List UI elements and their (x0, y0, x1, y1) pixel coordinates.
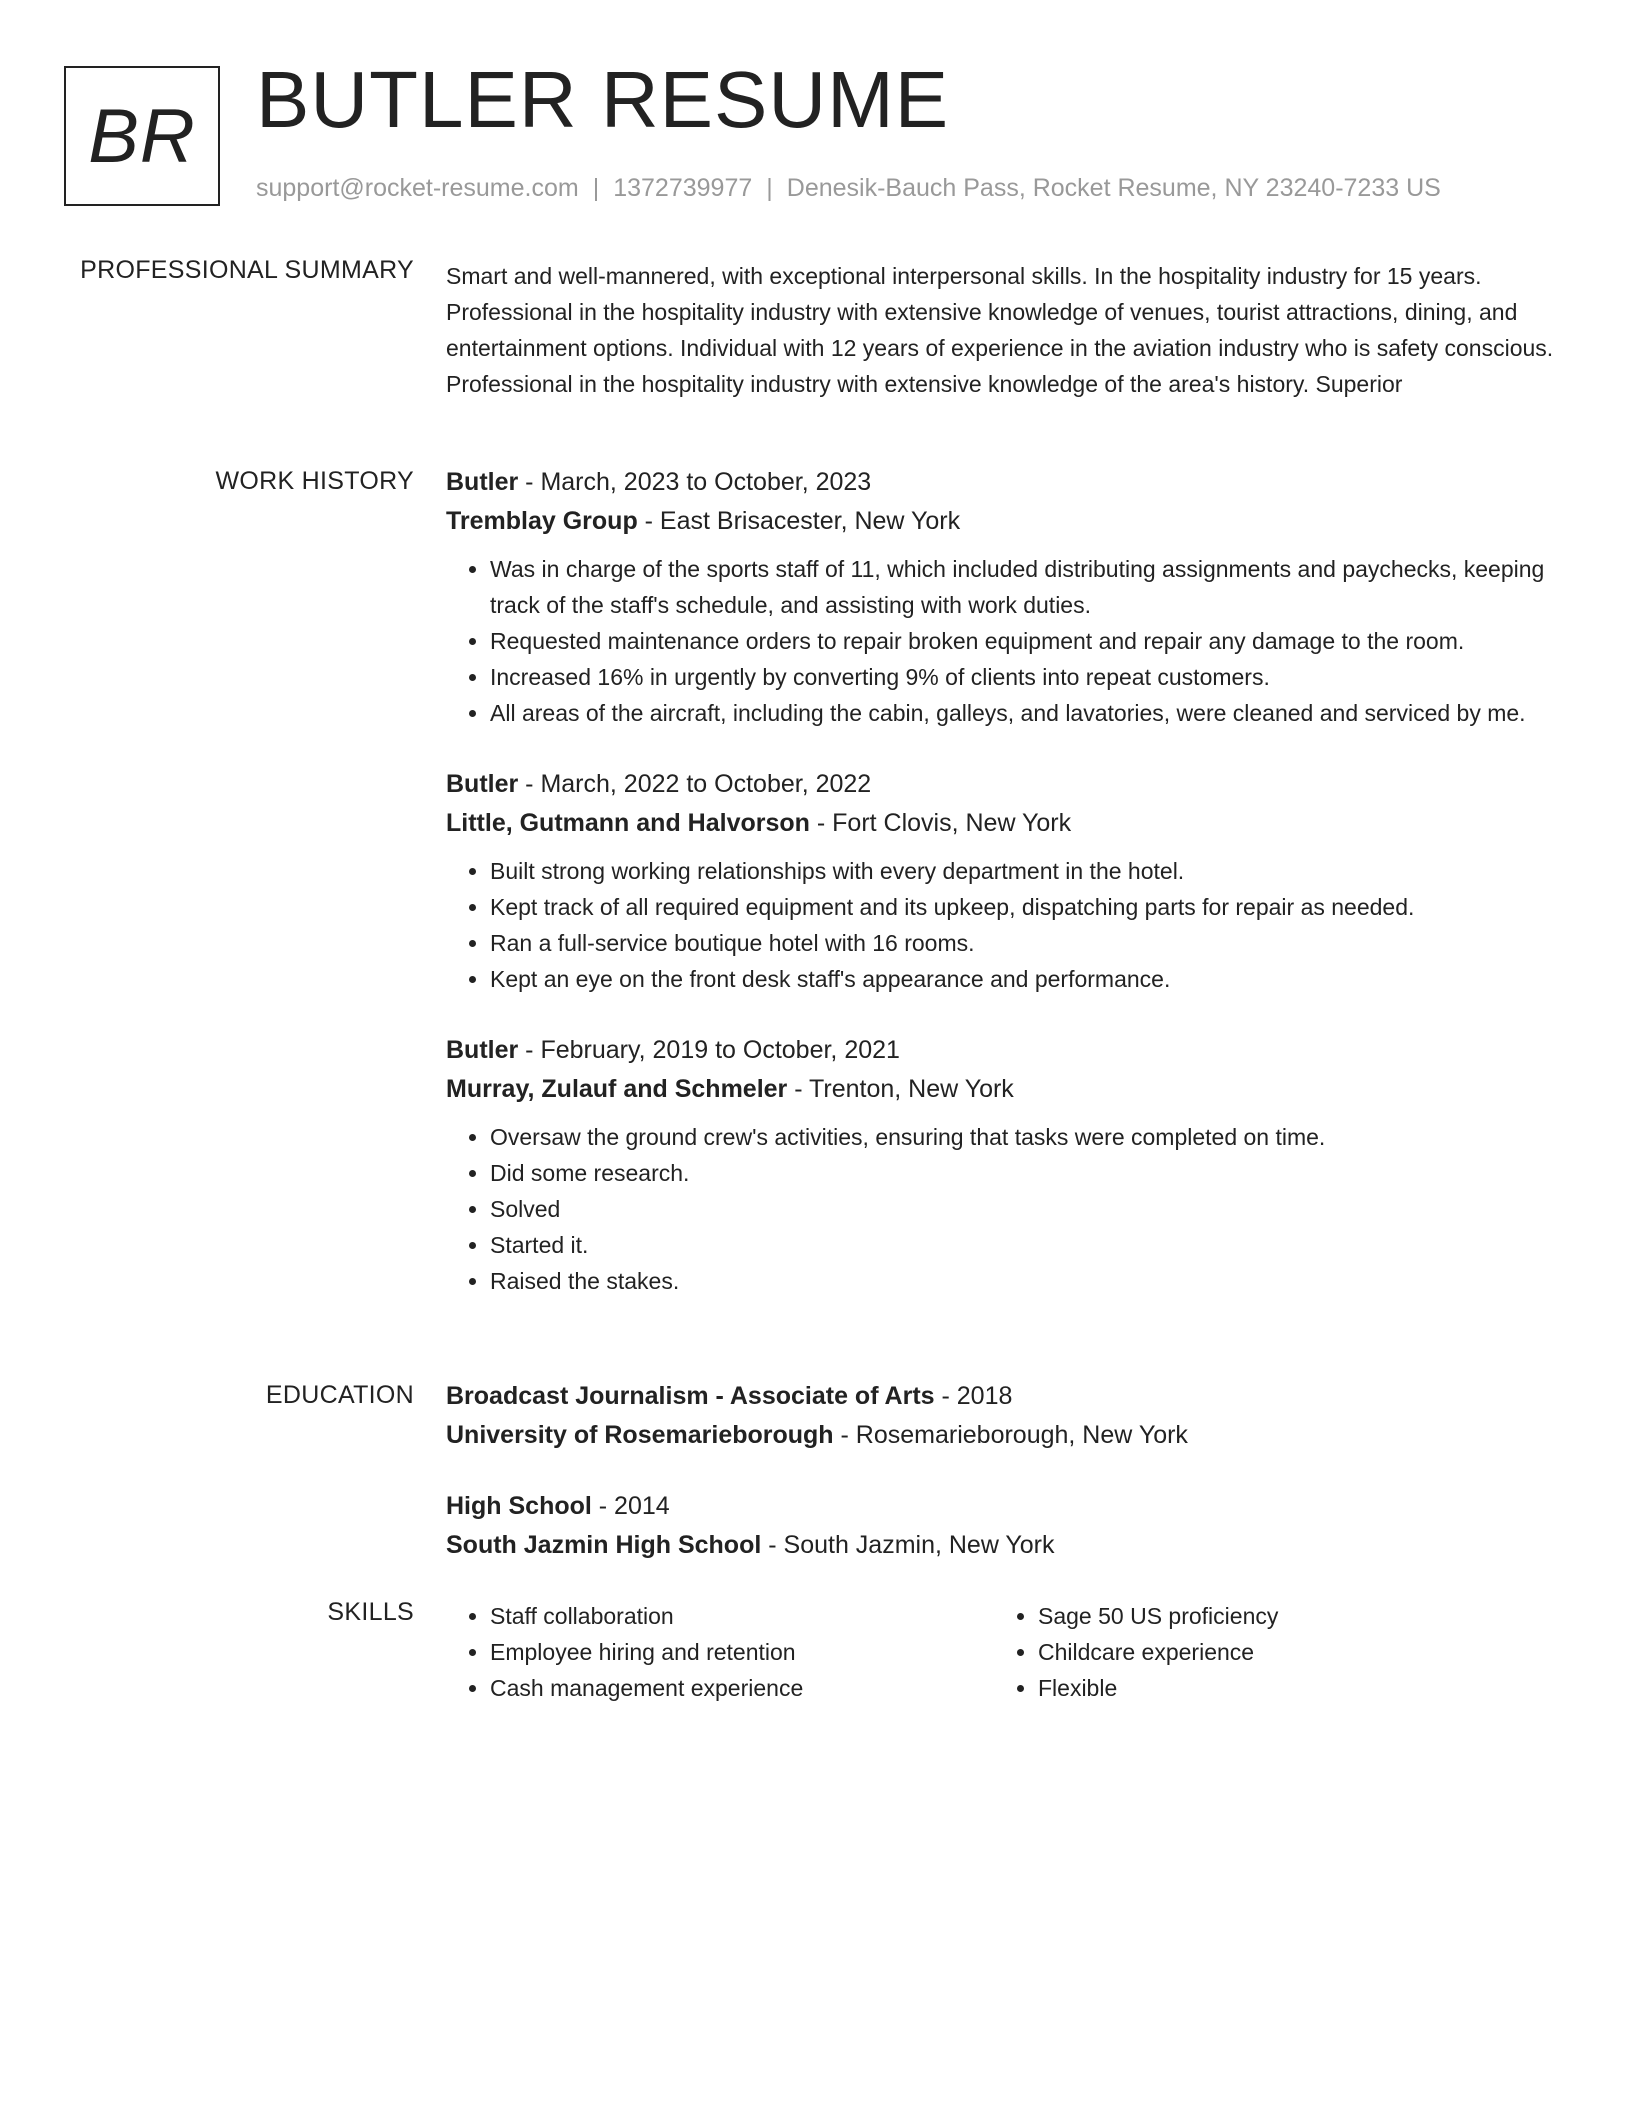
skills-columns (446, 1598, 1556, 1706)
skills-body (446, 1598, 1556, 1706)
job-entry (446, 463, 1556, 731)
education-school-line (446, 1416, 1556, 1455)
job-bullets (446, 551, 1556, 731)
contact-address: Denesik-Bauch Pass, Rocket Resume, NY 23240-7233 US (786, 174, 1441, 202)
summary-body (446, 258, 1556, 402)
education-school: South Jazmin High School (446, 1531, 762, 1559)
job-title-line (446, 765, 1556, 804)
skills-column-left (446, 1598, 994, 1706)
monogram-box (64, 66, 220, 206)
education-degree: Broadcast Journalism - Associate of Arts (446, 1382, 935, 1410)
contact-separator: | (592, 174, 600, 202)
education-school-line (446, 1526, 1556, 1565)
job-title: Butler (446, 770, 519, 798)
education-year: - 2014 (591, 1492, 670, 1520)
section-label-work: WORK HISTORY (215, 467, 414, 495)
skill-item: • Childcare experience (1038, 1634, 1542, 1670)
education-body (446, 1377, 1556, 1597)
resume-name: BUTLER RESUME (256, 55, 950, 144)
job-bullet: • Did some research. (490, 1155, 1556, 1191)
skills-column-right (994, 1598, 1542, 1706)
education-location: - Rosemarieborough, New York (833, 1421, 1188, 1449)
skill-item: • Employee hiring and retention (490, 1634, 994, 1670)
summary-text: Smart and well-mannered, with exceptional interpersonal skills. In the hospitality industry for 15 years. Professional in the hospitality industry with extensive knowledge of venues, tourist attractions, dining, and entertainment options. Individual with 12 years of experience in the aviation industry who is safety conscious. Professional in the hospitality industry with extensive knowledge of the area's history. Superior (446, 263, 1554, 397)
job-bullet: • All areas of the aircraft, including the cabin, galleys, and lavatories, were cleaned and serviced by me. (490, 695, 1556, 731)
job-bullet: • Was in charge of the sports staff of 11, which included distributing assignments and paychecks, keeping track of the staff's schedule, and assisting with work duties. (490, 551, 1556, 623)
skills-list (994, 1598, 1542, 1706)
job-bullet: • Oversaw the ground crew's activities, ensuring that tasks were completed on time. (490, 1119, 1556, 1155)
job-company-line (446, 502, 1556, 541)
skills-list (446, 1598, 994, 1706)
job-bullet: • Ran a full-service boutique hotel with 16 rooms. (490, 925, 1556, 961)
section-label-education: EDUCATION (265, 1381, 414, 1409)
skill-item: • Cash management experience (490, 1670, 994, 1706)
job-bullet: • Started it. (490, 1227, 1556, 1263)
job-location: - Fort Clovis, New York (809, 809, 1072, 837)
job-title: Butler (446, 1036, 519, 1064)
job-dates: - February, 2019 to October, 2021 (518, 1036, 900, 1064)
education-degree-line (446, 1377, 1556, 1416)
job-dates: - March, 2022 to October, 2022 (518, 770, 872, 798)
education-school: University of Rosemarieborough (446, 1421, 834, 1449)
job-company: Little, Gutmann and Halvorson (446, 809, 810, 837)
job-bullet: • Built strong working relationships with every department in the hotel. (490, 853, 1556, 889)
job-bullet: • Increased 16% in urgently by converting 9% of clients into repeat customers. (490, 659, 1556, 695)
job-title-line (446, 1031, 1556, 1070)
job-bullet: • Raised the stakes. (490, 1263, 1556, 1299)
skill-item: • Flexible (1038, 1670, 1542, 1706)
job-location: - East Brisacester, New York (637, 507, 961, 535)
job-bullet: • Requested maintenance orders to repair broken equipment and repair any damage to the room. (490, 623, 1556, 659)
job-bullets (446, 1119, 1556, 1299)
contact-phone: 1372739977 (613, 174, 753, 202)
job-location: - Trenton, New York (787, 1075, 1014, 1103)
job-company: Murray, Zulauf and Schmeler (446, 1075, 788, 1103)
job-company-line (446, 1070, 1556, 1109)
skill-item: • Staff collaboration (490, 1598, 994, 1634)
education-degree: High School (446, 1492, 592, 1520)
job-company-line (446, 804, 1556, 843)
education-entry (446, 1487, 1556, 1565)
work-history-body (446, 463, 1556, 1333)
job-bullets (446, 853, 1556, 997)
skill-item: • Sage 50 US proficiency (1038, 1598, 1542, 1634)
section-label-summary: PROFESSIONAL SUMMARY (80, 256, 414, 284)
education-degree-line (446, 1487, 1556, 1526)
education-year: - 2018 (934, 1382, 1013, 1410)
contact-line (256, 174, 1441, 203)
job-entry (446, 1031, 1556, 1299)
job-title-line (446, 463, 1556, 502)
job-entry (446, 765, 1556, 997)
contact-email: support@rocket-resume.com (256, 174, 579, 202)
monogram-initials: BR (88, 93, 196, 179)
job-bullet: • Solved (490, 1191, 1556, 1227)
job-dates: - March, 2023 to October, 2023 (518, 468, 872, 496)
education-entry (446, 1377, 1556, 1455)
job-title: Butler (446, 468, 519, 496)
section-label-skills: SKILLS (327, 1598, 414, 1626)
job-company: Tremblay Group (446, 507, 638, 535)
education-location: - South Jazmin, New York (761, 1531, 1055, 1559)
contact-separator: | (766, 174, 773, 202)
job-bullet: • Kept an eye on the front desk staff's appearance and performance. (490, 961, 1556, 997)
job-bullet: • Kept track of all required equipment and its upkeep, dispatching parts for repair as needed. (490, 889, 1556, 925)
